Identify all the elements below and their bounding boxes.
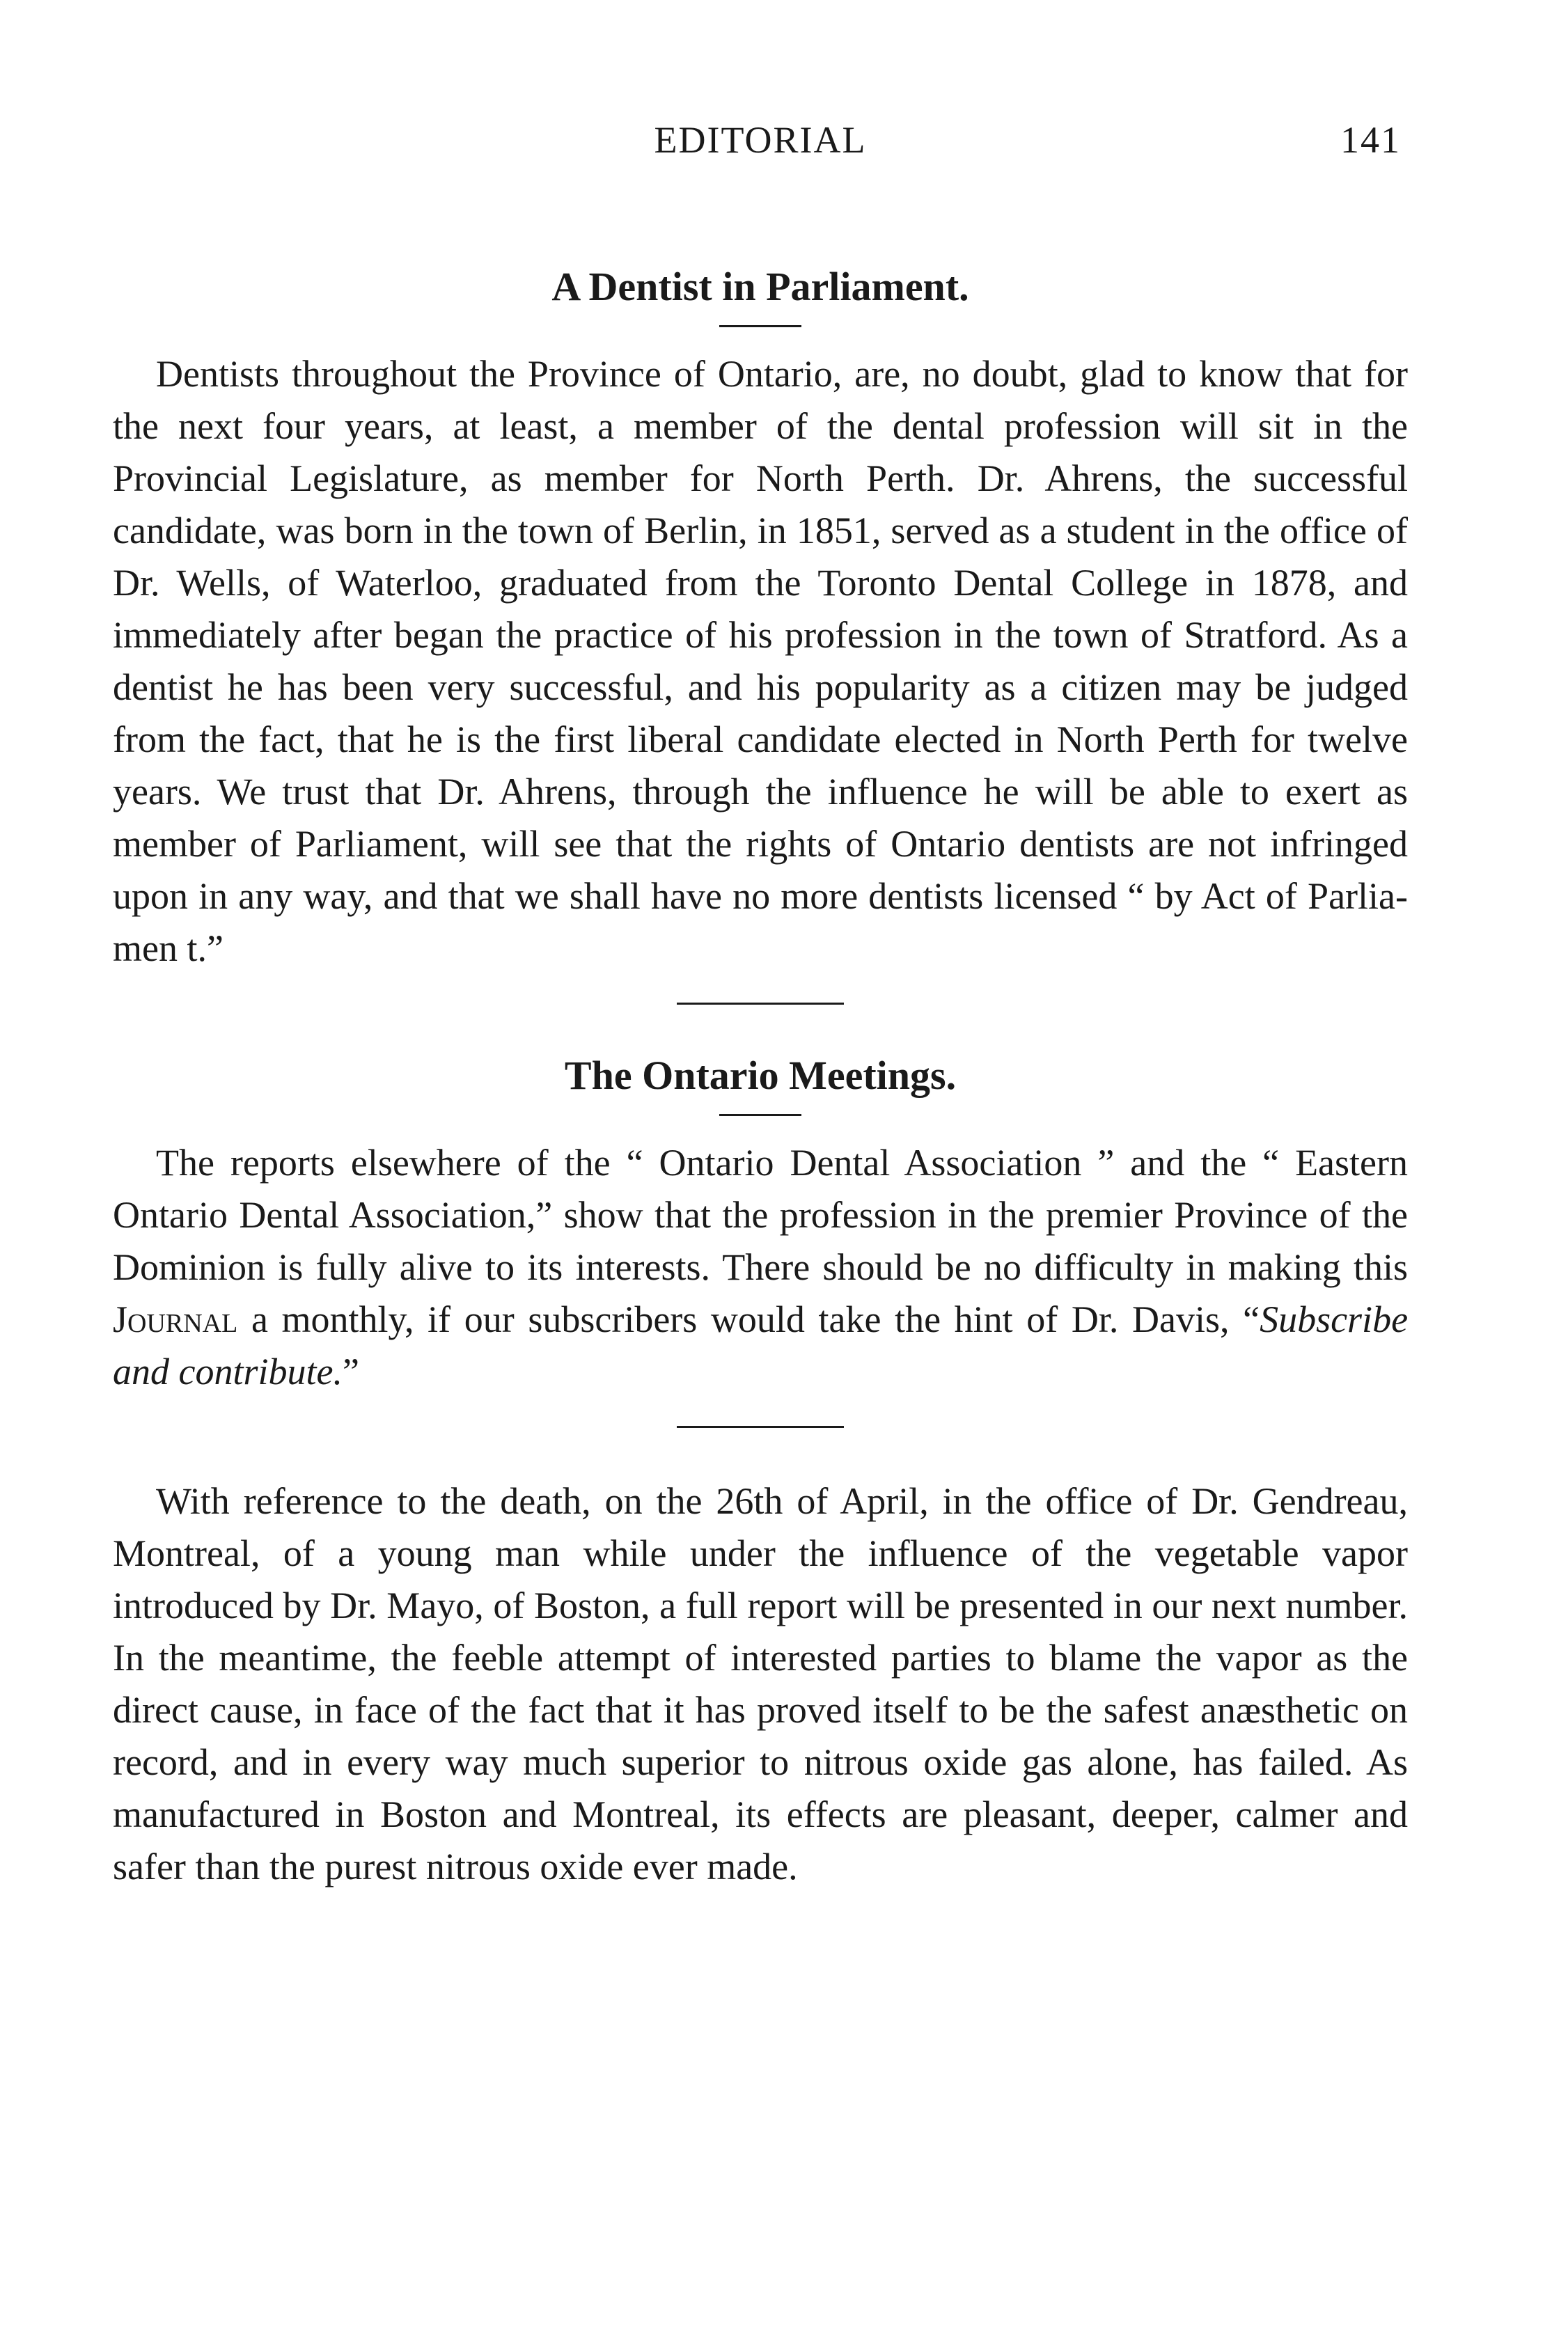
section-title-ontario-meetings: The Ontario Meetings. [564, 1053, 957, 1098]
paragraph-text: a monthly, if our subscribers would take the hint of Dr. Davis, [251, 1298, 1230, 1340]
section-divider [677, 1003, 844, 1005]
running-head [113, 118, 1408, 181]
paragraph-vegetable-vapor: With reference to the death, on the 26th of April, in the office of Dr. Gendreau, Montreal, of a young man while under the influence of the vegetable vapor introduced by Dr. Mayo, of Boston, a full report will be presented in our next number. In the meantime, the feeble attempt of interested parties to blame the vapor as the direct cause, in face of the fact that it has proved itself to be the safest anæsthetic on record, and in every way much superior to nitrous oxide gas alone, has failed. As manufactured in Boston and Montreal, its effects are pleasant, deeper, calmer and safer than the purest nitrous oxide ever made. [113, 1480, 1408, 1887]
quote-open: “ [1243, 1298, 1260, 1340]
title-rule [719, 325, 801, 327]
paragraph-dentist-in-parliament: Dentists throughout the Province of Ontario, are, no doubt, glad to know that for the next four years, at least, a member of the dental profession will sit in the Provincial Legislature, as member for North Perth. Dr. Ahrens, the successful candidate, was born in the town of Berlin, in 1851, served as a student in the office of Dr. Wells, of Waterloo, graduated from the Toronto Dental College in 1878, and immediately after began the practice of his profession in the town of Stratford. As a dentist he has been very successful, and his popularity as a citizen may be judged from the fact, that he is the first liberal candidate elected in North Perth for twelve years. We trust that Dr. Ahrens, through the influence he will be able to exert as member of Parliament, will see that the rights of Ontario dentists are not infringed upon in any way, and that we shall have no more dentists licensed “ by Act of Parliamen t.” [113, 353, 1408, 969]
section-title-dentist-in-parliament: A Dentist in Parliament. [551, 264, 969, 309]
section-divider [677, 1426, 844, 1428]
editorial-page [113, 118, 1408, 1893]
italic-quote: Subscribe and contribute. [113, 1298, 1409, 1392]
quote-close: ” [342, 1351, 359, 1392]
page-number: 141 [1340, 119, 1401, 161]
title-rule [719, 1114, 801, 1116]
paragraph-text: The reports elsewhere of the “ Ontario Dental Association ” and the “ Eastern Ontario Dental Association,” show that the profession in the premier Province of the Dominion is fully alive to its interests. There should be no difficulty in making this [113, 1142, 1408, 1288]
running-head-title: EDITORIAL [654, 119, 867, 161]
paragraph-ontario-meetings [113, 1137, 1408, 1398]
journal-word: Journal [113, 1298, 238, 1340]
